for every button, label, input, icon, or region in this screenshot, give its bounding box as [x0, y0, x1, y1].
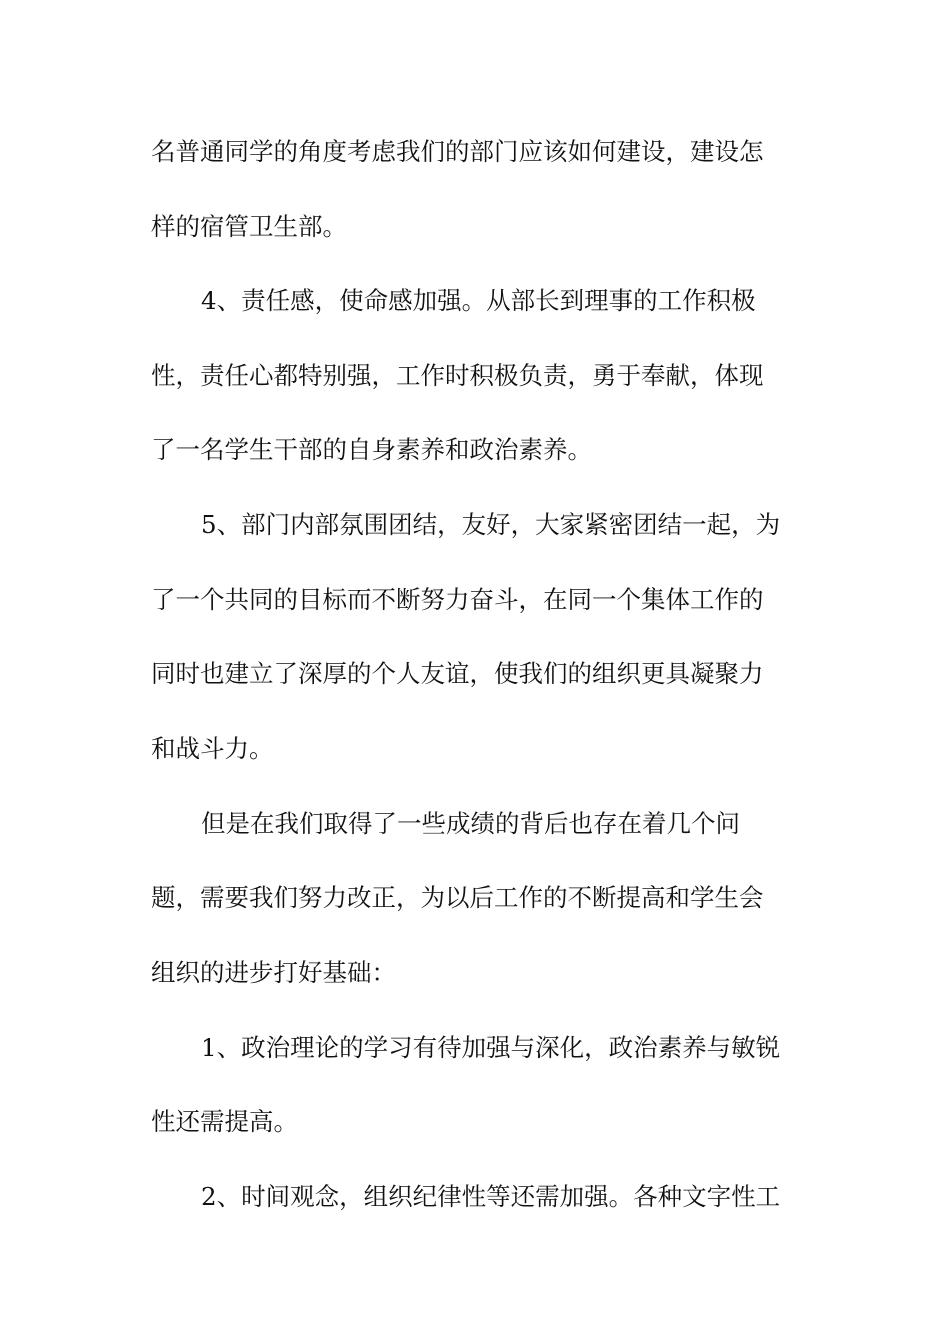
text-line — [0, 132, 950, 172]
paragraph-first-line — [0, 804, 950, 844]
text-line-content: 题，需要我们努力改正，为以后工作的不断提高和学生会 — [151, 883, 764, 912]
text-line-content: 2、时间观念，组织纪律性等还需加强。各种文字性工 — [201, 1182, 781, 1211]
text-line — [0, 356, 950, 396]
text-line — [0, 1102, 950, 1142]
text-line-content: 1、政治理论的学习有待加强与深化，政治素养与敏锐 — [201, 1033, 781, 1062]
paragraph-first-line — [0, 1177, 950, 1217]
text-line — [0, 729, 950, 769]
paragraph-first-line — [0, 1028, 950, 1068]
text-line-content: 了一名学生干部的自身素养和政治素养。 — [151, 435, 592, 464]
text-line-content: 但是在我们取得了一些成绩的背后也存在着几个问 — [201, 809, 740, 838]
text-line-content: 性，责任心都特别强，工作时积极负责，勇于奉献，体现 — [151, 361, 764, 390]
text-line — [0, 878, 950, 918]
text-line-content: 样的宿管卫生部。 — [151, 212, 347, 241]
text-line-content: 和战斗力。 — [151, 734, 274, 763]
paragraph-first-line — [0, 281, 950, 321]
text-line — [0, 207, 950, 247]
text-line-content: 了一个共同的目标而不断努力奋斗，在同一个集体工作的 — [151, 585, 764, 614]
text-line — [0, 654, 950, 694]
text-line — [0, 580, 950, 620]
text-line-content: 名普通同学的角度考虑我们的部门应该如何建设，建设怎 — [151, 137, 764, 166]
text-line-content: 组织的进步打好基础： — [151, 958, 396, 987]
text-line-content: 性还需提高。 — [151, 1107, 298, 1136]
text-line — [0, 430, 950, 470]
text-line — [0, 953, 950, 993]
text-line-content: 5、部门内部氛围团结，友好，大家紧密团结一起，为 — [201, 510, 781, 539]
text-line-content: 同时也建立了深厚的个人友谊，使我们的组织更具凝聚力 — [151, 659, 764, 688]
paragraph-first-line — [0, 505, 950, 545]
text-line-content: 4、责任感，使命感加强。从部长到理事的工作积极 — [201, 286, 756, 315]
